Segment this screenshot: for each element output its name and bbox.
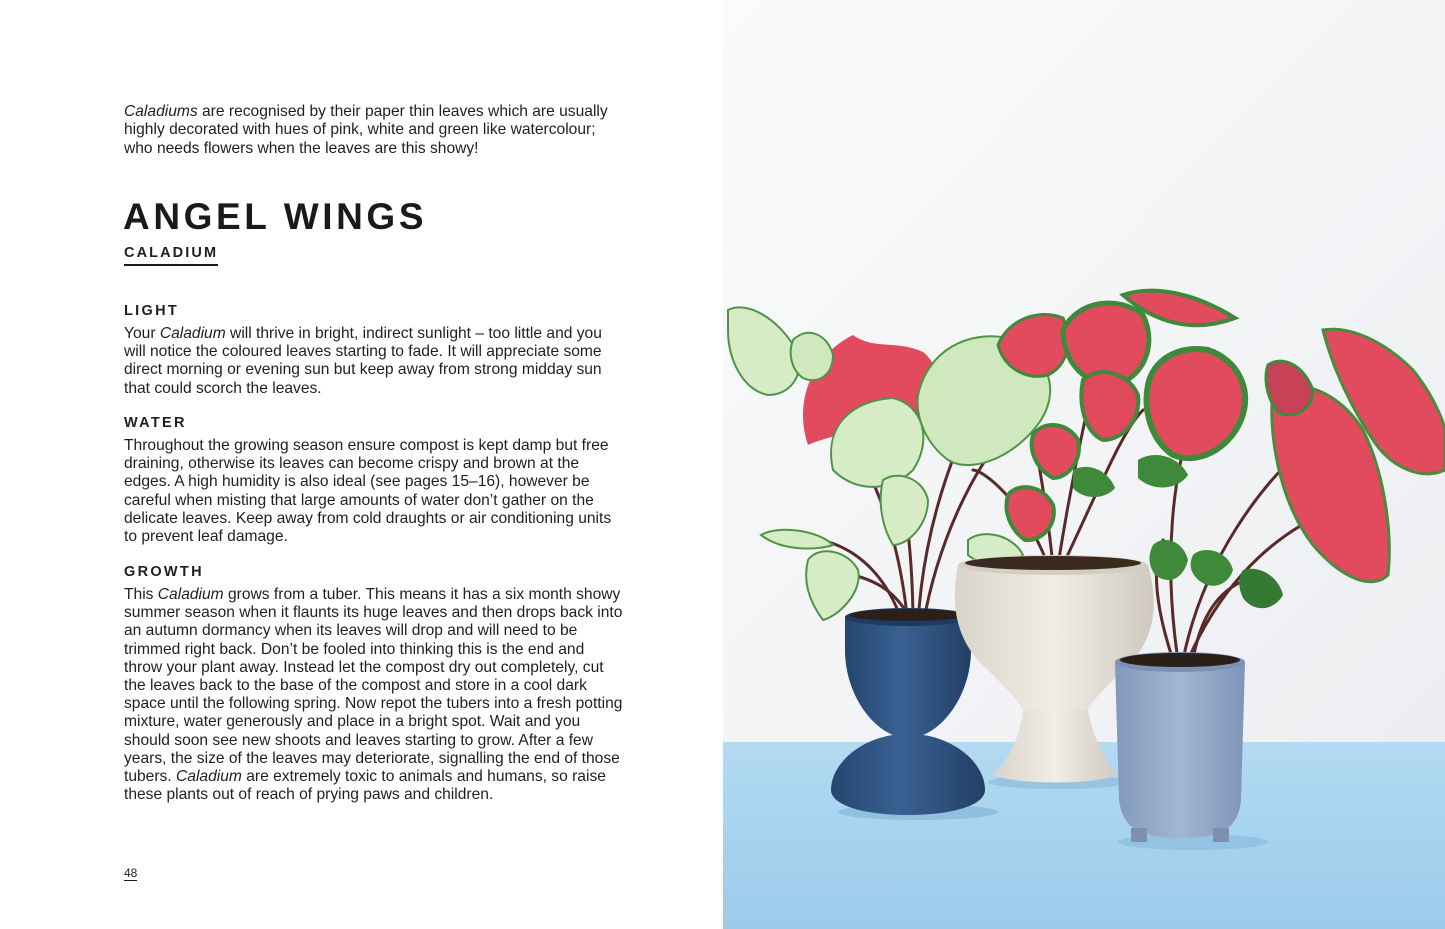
growth-heading: GROWTH [124, 564, 204, 580]
intro-text: are recognised by their paper thin leaves which are usually highly decorated with hues of pink, white and green like watercolour; who needs flowers when the leaves are this showy! [124, 103, 608, 157]
light-heading: LIGHT [124, 303, 179, 319]
growth-genus-2: Caladium [176, 768, 242, 786]
plant-latin-name: CALADIUM [124, 245, 218, 266]
growth-pre: This [124, 586, 158, 603]
page-number: 48 [124, 866, 138, 880]
light-pre: Your [124, 325, 160, 342]
growth-genus: Caladium [157, 586, 224, 603]
growth-body [124, 586, 624, 804]
growth-mid: grows from a tuber. This means it has a six month showy summer season when it flaunts its huge leaves and then drops back into an autumn dormancy when its leaves will drop and will need to be trimmed right back. Don’t be fooled into thinking this is the end and throw your plant away. Instead let the compost dry out completely, cut the leaves back to the base of the compost and store in a cool dark space until the following spring. Now repot the tubers into a fresh potting mixture, water generously and place in a bright spot. Wait and you should soon see new shoots and leaves starting to grow. After a few years, the size of the leaves may deteriorate, signalling the end of those tubers. [124, 586, 623, 786]
pink-leaf [1147, 349, 1246, 458]
plant-title: ANGEL WINGS [123, 196, 428, 237]
light-post: will thrive in bright, indirect sunlight – too little and you will notice the coloured leaves starting to fade. It will appreciate some direct morning or evening sun but keep away from strong midday sun that could scorch the leaves. [124, 325, 602, 397]
light-body [124, 325, 624, 398]
water-heading: WATER [124, 415, 187, 431]
intro-paragraph [124, 103, 624, 158]
growth-post: are extremely toxic to animals and humans, so raise these plants out of reach of prying paws and children. [124, 768, 606, 804]
plant-photo [723, 0, 1445, 929]
light-genus: Caladium [159, 325, 226, 342]
intro-genus: Caladiums [124, 103, 198, 120]
grey-blue-pot [1115, 652, 1245, 842]
water-body: Throughout the growing season ensure compost is kept damp but free draining, otherwise its leaves can become crispy and brown at the edges. A high humidity is also ideal (see pages 15–16), however be careful when misting that large amounts of water don’t gather on the delicate leaves. Keep away from cold draughts or air conditioning units to prevent leaf damage. [124, 437, 612, 546]
